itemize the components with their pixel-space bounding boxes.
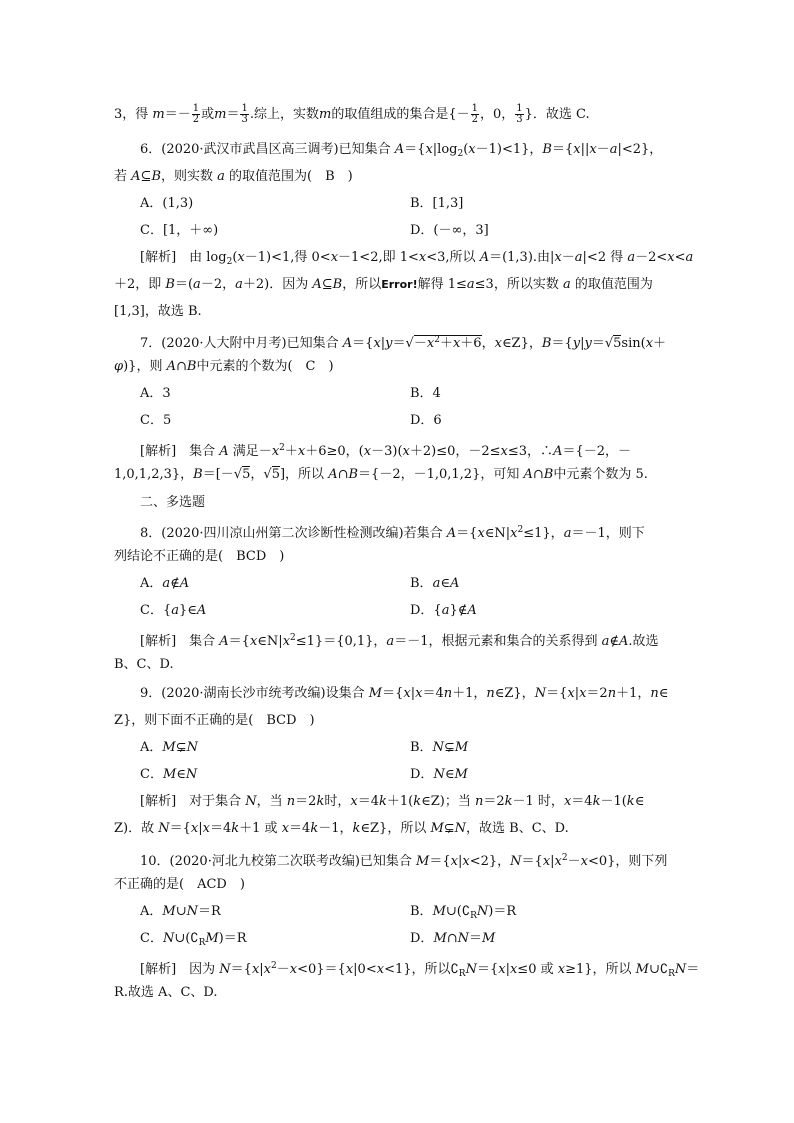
q9-option-d: D．N∈M <box>410 767 468 782</box>
q6-explain-line2: ＋2，即 B＝(a－2，a＋2)．因为 A⊆B，所以Error!解得 1≤a≤3，所以实数 a 的取值范围为 <box>114 277 653 292</box>
q10-option-b: B．$M\cup(∁_RN)=R$ <box>410 904 517 921</box>
q6-option-b: B．[1,3] <box>410 196 464 211</box>
q10-explain-line1: [解析] 因为 $N=\{x|x^2-x<0\}=\{x|0<x<1\}$，所以$∁_RN=\{x|x\le 0$ 或 x≥1}，所以 $M\cup∁_RN=$ <box>140 961 700 979</box>
q6-stem-line1: 6．(2020·武汉市武昌区高三调考)已知集合 $A=\{x|\log_2(x-1)<1\}$，B＝{x||x－a|<2}， <box>140 142 663 159</box>
q7-stem-line2: φ)}，则 A∩B中元素的个数为( C ) <box>114 359 334 374</box>
q7-explain-line1: [解析] 集合 A 满足$-x^2+x+6\ge 0$，(x－3)(x＋2)≤0，－2≤x≤3，∴A＝{－2，－ <box>140 443 631 459</box>
q8-option-a: A．a∉A <box>140 576 190 591</box>
q10-option-a: A．M∪N＝R <box>140 904 221 919</box>
q10-stem-line1: 10．(2020·河北九校第二次联考改编)已知集合 M＝{x|x<2}，$N=\{x|x^2-x<0\}$，则下列 <box>140 853 668 869</box>
q6-stem-line2: 若 A⊆B，则实数 a 的取值范围为( B ) <box>114 169 353 184</box>
q7-explain-line2: 1,0,1,2,3}，B＝[－√5，√5]，所以 A∩B＝{－2，－1,0,1,2}，可知 A∩B中元素个数为 5. <box>114 467 648 482</box>
q8-option-d: D．{a}∉A <box>410 603 477 618</box>
q7-option-b: B．4 <box>410 386 441 401</box>
q6-explain-line3: [1,3]，故选 B. <box>114 304 202 319</box>
fraction-half: $\frac{1}{2}$ <box>471 103 478 125</box>
q7-option-c: C．5 <box>140 413 172 428</box>
q7-stem-line1: 7．(2020·人大附中月考)已知集合 $A=\{x|y=√-x^2+x+6$，x∈Z}，B＝{y|y＝√5sin(x＋ <box>140 335 667 351</box>
section-heading: 二、多选题 <box>140 495 206 510</box>
q7-option-a: A．3 <box>140 386 171 401</box>
q6-option-d: D．(－∞，3] <box>410 223 489 238</box>
q9-explain-line1: [解析] 对于集合 N，当 n＝2k时，x＝4k＋1(k∈Z)；当 n＝2k－1 时，x＝4k－1(k∈ <box>140 794 645 809</box>
q6-option-c: C．[1，＋∞) <box>140 223 219 238</box>
q9-stem-line2: Z}，则下面不正确的是( BCD ) <box>114 713 315 728</box>
q10-explain-line2: R.故选 A、C、D. <box>114 985 218 1000</box>
sqrt-symbol: √ <box>405 336 414 351</box>
q8-explain-line1: [解析] 集合 $A=\{x\in N|x^2\le 1\}=\{0,1\}$，a＝－1，根据元素和集合的关系得到 a∉A.故选 <box>140 633 659 649</box>
q6-option-a: A．(1,3) <box>140 196 194 211</box>
q10-option-d: D．M∩N＝M <box>410 931 496 946</box>
q8-explain-line2: B、C、D. <box>114 657 174 672</box>
q10-stem-line2: 不正确的是( ACD ) <box>114 877 245 892</box>
q9-option-c: C．M∈N <box>140 767 198 782</box>
fraction-third: $\frac{1}{3}$ <box>241 103 248 125</box>
q9-option-b: B．N⊊M <box>410 740 469 755</box>
q8-stem-line1: 8．(2020·四川凉山州第二次诊断性检测改编)若集合 $A=\{x\in N|x^2\le 1\}$，a＝－1，则下 <box>140 525 645 541</box>
q8-option-c: C．{a}∈A <box>140 603 207 618</box>
q8-stem-line2: 列结论不正确的是( BCD ) <box>114 549 285 564</box>
fraction-third-b: $\frac{1}{3}$ <box>516 103 523 125</box>
fraction-neg-half: $\frac{1}{2}$ <box>192 103 200 125</box>
sqrt-radicand: $-x^2+x+6$ <box>413 335 482 351</box>
q9-option-a: A．M⊊N <box>140 740 198 755</box>
q6-explain-line1: [解析] 由 $\log_2(x-1)<1$,得 0<x－1<2,即 1<x<3,所以 A＝(1,3).由|x－a|<2 得 a－2<x<a <box>140 250 694 267</box>
intro-line: 3，得 m＝－ $\frac{1}{2}$ 或m＝ $\frac{1}{3}$ .综上，实数m的取值组成的集合是{－ $\frac{1}{2}$ ，0， $\frac{1}{3}$ }．故选 C. <box>114 103 590 125</box>
q10-option-c: C．$N\cup(∁_RM)=R$ <box>140 931 247 948</box>
q8-option-b: B．a∈A <box>410 576 460 591</box>
q9-stem-line1: 9．(2020·湖南长沙市统考改编)设集合 M＝{x|x＝4n＋1，n∈Z}，N＝{x|x＝2n＋1，n∈ <box>140 686 669 701</box>
q9-explain-line2: Z)．故 N＝{x|x＝4k＋1 或 x＝4k－1，k∈Z}，所以 M⊊N，故选 B、C、D. <box>114 821 569 836</box>
q7-option-d: D．6 <box>410 413 442 428</box>
